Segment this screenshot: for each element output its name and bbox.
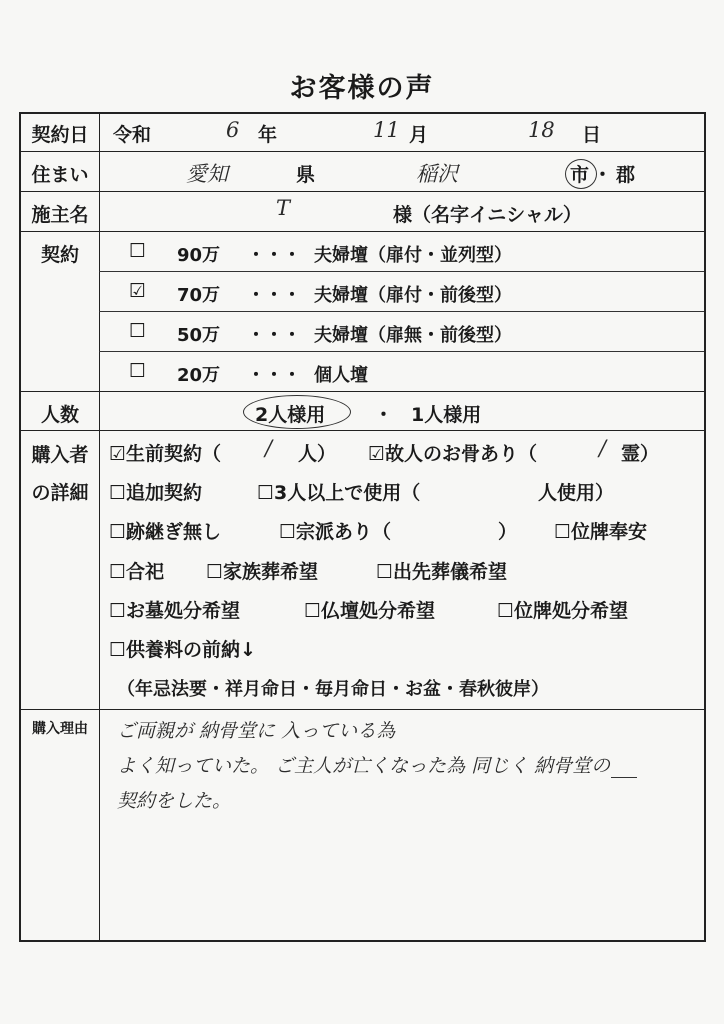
- buyer-details-label-2: の詳細: [31, 482, 89, 504]
- option-divider: [99, 351, 704, 352]
- option-description: 個人壇: [314, 365, 368, 386]
- deceased-remains-unit: 霊）: [621, 443, 660, 465]
- living-contract-checkbox[interactable]: ☑生前契約（: [109, 443, 222, 465]
- grave-disposal-checkbox[interactable]: ☐お墓処分希望: [109, 600, 241, 622]
- no-successor-checkbox[interactable]: ☐跡継ぎ無し: [109, 521, 222, 543]
- row-divider: [21, 709, 704, 710]
- row-divider: [21, 391, 704, 392]
- client-initial: T: [276, 196, 291, 220]
- memorial-tablet-checkbox[interactable]: ☐位牌奉安: [554, 521, 648, 543]
- option-dots: ・・・: [247, 325, 301, 346]
- client-name-label: 施主名: [31, 204, 89, 226]
- prepaid-offering-checkbox[interactable]: ☐供養料の前納↓: [109, 639, 256, 661]
- living-contract-unit: 人）: [298, 443, 337, 465]
- altar-disposal-checkbox[interactable]: ☐仏壇処分希望: [304, 600, 436, 622]
- option-description: 夫婦壇（扉付・並列型）: [314, 245, 512, 266]
- people-option-two[interactable]: 2人様用: [255, 404, 326, 426]
- row-divider: [21, 231, 704, 232]
- option-dots: ・・・: [247, 365, 301, 386]
- deceased-remains-count: /: [599, 436, 607, 460]
- prepaid-offering-note: （年忌法要・祥月命日・毎月命日・お盆・春秋彼岸）: [117, 679, 549, 700]
- additional-contract-checkbox[interactable]: ☐追加契約: [109, 482, 203, 504]
- row-divider: [21, 191, 704, 192]
- people-option-one[interactable]: 1人様用: [411, 404, 482, 426]
- year-value: 6: [226, 118, 240, 142]
- option-dots: ・・・: [247, 285, 301, 306]
- era-text: 令和: [113, 124, 152, 146]
- living-contract-count: /: [265, 436, 273, 460]
- county-unit: 郡: [616, 164, 636, 186]
- option-price: 90万: [177, 245, 221, 266]
- option-divider: [99, 271, 704, 272]
- option-price: 20万: [177, 365, 221, 386]
- reason-underline: [611, 777, 637, 778]
- prefecture-value: 愛知: [186, 162, 228, 186]
- day-unit: 日: [582, 124, 602, 146]
- family-funeral-checkbox[interactable]: ☐家族葬希望: [206, 561, 319, 583]
- month-value: 11: [373, 118, 400, 142]
- contract-date-label: 契約日: [31, 124, 89, 146]
- month-unit: 月: [409, 124, 429, 146]
- option-price: 70万: [177, 285, 221, 306]
- prefecture-unit: 県: [296, 164, 316, 186]
- option-checkbox[interactable]: ☐: [129, 360, 147, 382]
- reason-line-3: 契約をした。: [117, 790, 232, 812]
- joint-burial-checkbox[interactable]: ☐合祀: [109, 561, 165, 583]
- option-checkbox[interactable]: ☐: [129, 240, 147, 262]
- city-unit: 市: [570, 164, 590, 186]
- row-divider: [21, 430, 704, 431]
- option-divider: [99, 311, 704, 312]
- day-value: 18: [528, 118, 555, 142]
- option-checkbox[interactable]: ☐: [129, 320, 147, 342]
- client-suffix: 様（名字イニシャル）: [393, 204, 582, 226]
- address-separator: ・: [593, 164, 613, 186]
- buyer-details-label: 購入者: [31, 444, 89, 466]
- row-divider: [21, 151, 704, 152]
- page-title: お客様の声: [289, 73, 435, 104]
- reason-line-2: よく知っていた。 ご主人が亡くなった為 同じく 納骨堂の: [117, 755, 611, 777]
- remote-funeral-checkbox[interactable]: ☐出先葬儀希望: [376, 561, 508, 583]
- tablet-disposal-checkbox[interactable]: ☐位牌処分希望: [497, 600, 629, 622]
- contract-label: 契約: [40, 244, 79, 266]
- people-count-label: 人数: [40, 404, 79, 426]
- option-price: 50万: [177, 325, 221, 346]
- option-checkbox-checked[interactable]: ☑: [129, 280, 147, 302]
- deceased-remains-checkbox[interactable]: ☑故人のお骨あり（: [368, 443, 538, 465]
- three-plus-unit: 人使用）: [538, 482, 615, 504]
- city-value: 稲沢: [416, 162, 458, 186]
- sect-close: ）: [498, 521, 518, 543]
- option-description: 夫婦壇（扉無・前後型）: [314, 325, 512, 346]
- reason-line-1: ご両親が 納骨堂に 入っている為: [117, 720, 396, 742]
- option-description: 夫婦壇（扉付・前後型）: [314, 285, 512, 306]
- year-unit: 年: [258, 124, 278, 146]
- sect-checkbox[interactable]: ☐宗派あり（: [279, 521, 392, 543]
- survey-form: [19, 112, 706, 942]
- three-plus-checkbox[interactable]: ☐3人以上で使用（: [257, 482, 421, 504]
- purchase-reason-label: 購入理由: [32, 721, 88, 737]
- option-dots: ・・・: [247, 245, 301, 266]
- people-separator: ・: [374, 404, 394, 426]
- label-column-divider: [99, 114, 100, 940]
- address-label: 住まい: [31, 164, 89, 186]
